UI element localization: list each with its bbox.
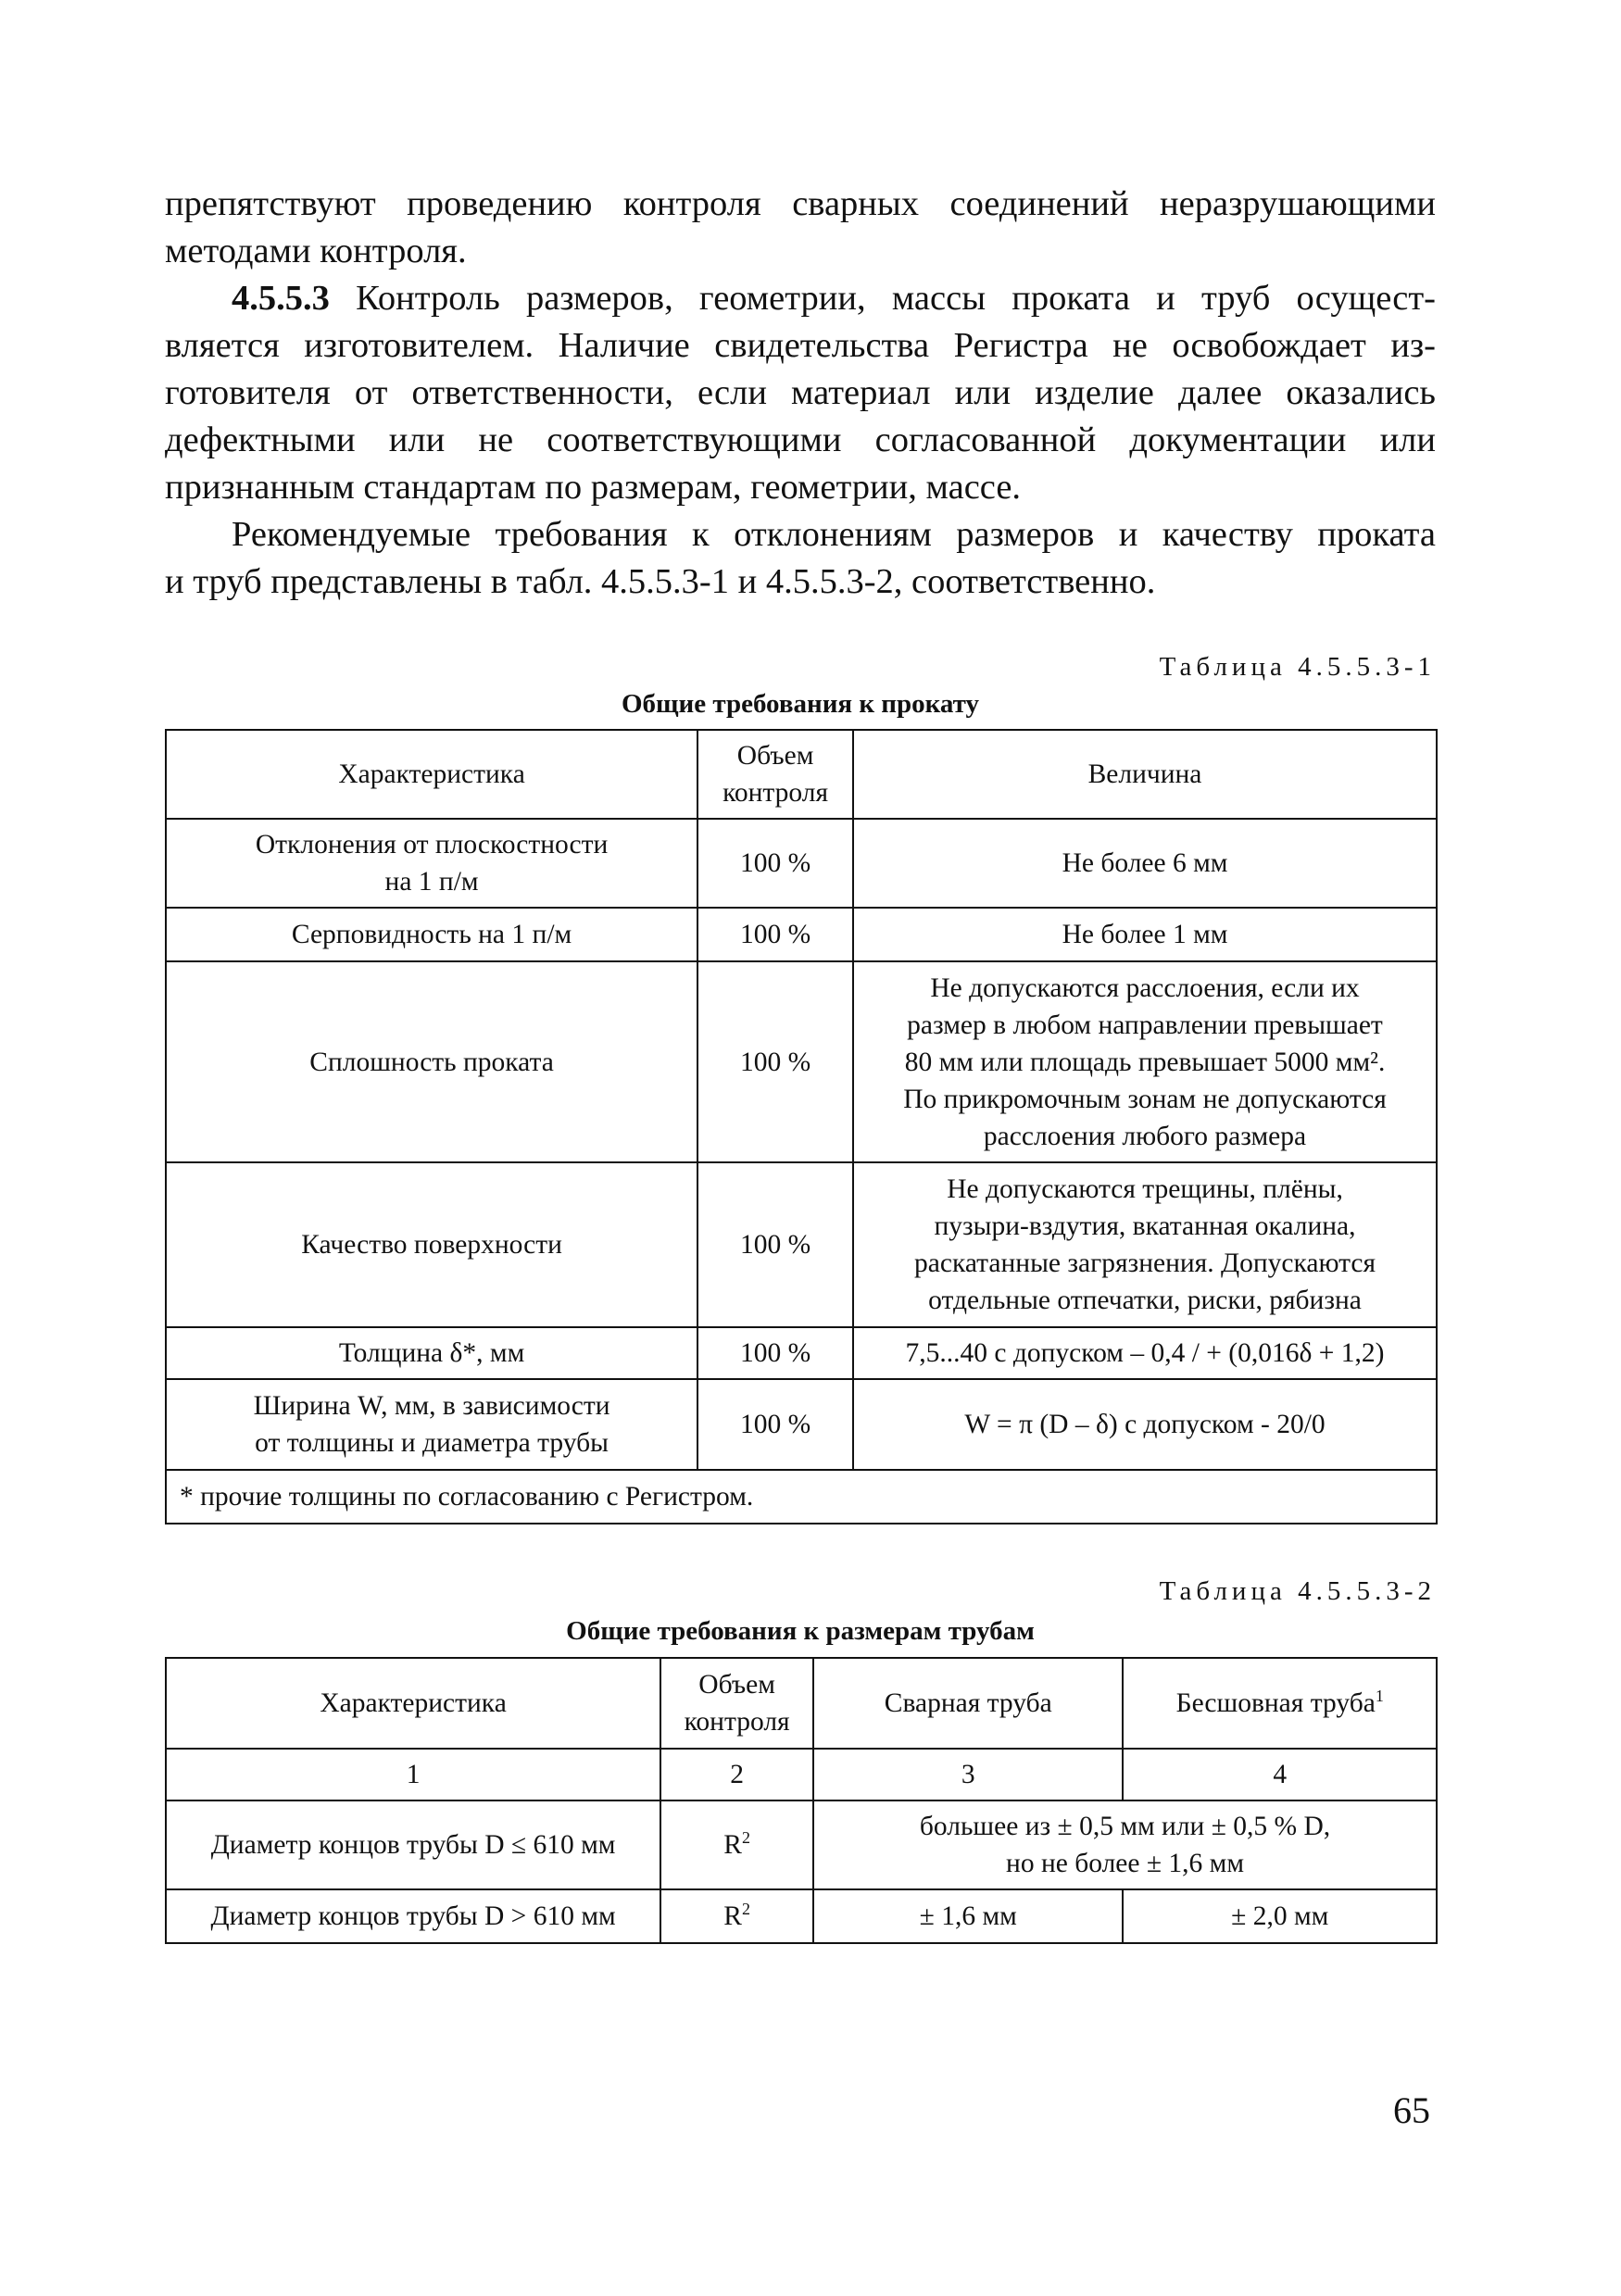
text-line: дефектными или не соответствующими согласованной документации или (165, 420, 1436, 459)
text-line: признанным стандартам по размерам, геометрии, массе. (165, 468, 1022, 507)
table2-title: Общие требования к размерам трубам (566, 1616, 1035, 1646)
table-cell: Ширина W, мм, в зависимости от толщины и диаметра трубы (166, 1379, 697, 1470)
table-cell: Отклонения от плоскостности на 1 п/м (166, 819, 697, 908)
header-cell: Величина (853, 730, 1437, 819)
text-line: готовителя от ответственности, если материал или изделие далее оказались (165, 373, 1436, 412)
table-cell: $R^2$ (660, 1800, 813, 1889)
table2 (165, 1657, 1438, 1944)
page-number: 65 (1393, 2089, 1430, 2131)
clause-number: 4.5.5.3 (232, 279, 330, 318)
table-row (166, 819, 1437, 908)
paragraph-recommendations (165, 511, 1436, 606)
paragraph-4-5-5-3 (165, 275, 1436, 511)
table-cell: Не допускаются трещины, плёны, пузыри-вздутия, вкатанная окалина, раскатанные загрязнения. Допускаются отдельные отпечатки, риски, рябизна (853, 1162, 1437, 1327)
table-cell: 100 % (697, 908, 853, 961)
table-cell: ± 1,6 мм (813, 1889, 1123, 1943)
table-header-row (166, 730, 1437, 819)
table-cell: 100 % (697, 961, 853, 1162)
table-cell: Диаметр концов трубы D ≤ 610 мм (166, 1800, 660, 1889)
header-cell: Сварная труба (813, 1658, 1123, 1749)
table2-caption: Таблица 4.5.5.3-2 (1159, 1576, 1436, 1606)
table-row (166, 1162, 1437, 1327)
table-cell: 100 % (697, 1162, 853, 1327)
table-cell: Толщина δ*, мм (166, 1327, 697, 1379)
text-line: и труб представлены в табл. 4.5.5.3-1 и 4.5.5.3-2, соответственно. (165, 562, 1156, 601)
header-cell: Объем контроля (697, 730, 853, 819)
table-row (166, 1379, 1437, 1470)
table-cell: 7,5...40 с допуском – 0,4 / + (0,016δ + 1,2) (853, 1327, 1437, 1379)
header-cell: Характеристика (166, 1658, 660, 1749)
header-cell: Характеристика (166, 730, 697, 819)
table-cell: Не допускаются расслоения, если их размер в любом направлении превышает 80 мм или площадь превышает 5000 мм². По прикромочным зонам не допускаются расслоения любого размера (853, 961, 1437, 1162)
table-row (166, 1889, 1437, 1943)
text-line (165, 275, 1436, 322)
column-number-row (166, 1749, 1437, 1800)
column-number: 3 (813, 1749, 1123, 1800)
table-footnote-row (166, 1470, 1437, 1524)
table-cell: 100 % (697, 819, 853, 908)
table-row (166, 1327, 1437, 1379)
table-cell: Качество поверхности (166, 1162, 697, 1327)
table1-caption: Таблица 4.5.5.3-1 (1159, 652, 1436, 682)
table-footnote: * прочие толщины по согласованию с Регистром. (166, 1470, 1437, 1524)
footnote-marker: 1 (1375, 1687, 1384, 1706)
header-cell: Бесшовная труба$^1$ (1123, 1658, 1437, 1749)
clause-text: Контроль размеров, геометрии, массы проката и труб осущест- (329, 279, 1436, 318)
table-row (166, 961, 1437, 1162)
column-number: 4 (1123, 1749, 1437, 1800)
table-cell: 100 % (697, 1327, 853, 1379)
table1 (165, 729, 1438, 1524)
table-row (166, 1800, 1437, 1889)
column-number: 2 (660, 1749, 813, 1800)
table-cell: Не более 6 мм (853, 819, 1437, 908)
table-cell: Диаметр концов трубы D > 610 мм (166, 1889, 660, 1943)
table-row (166, 908, 1437, 961)
table-cell: Не более 1 мм (853, 908, 1437, 961)
table-cell: Сплошность проката (166, 961, 697, 1162)
header-cell: Объем контроля (660, 1658, 813, 1749)
text-line: вляется изготовителем. Наличие свидетельства Регистра не освобождает из- (165, 326, 1436, 365)
table-cell: $R^2$ (660, 1889, 813, 1943)
table-cell: Серповидность на 1 п/м (166, 908, 697, 961)
table1-title: Общие требования к прокату (621, 689, 980, 719)
text-line: методами контроля. (165, 232, 467, 270)
paragraph-continuation (165, 181, 1436, 275)
table-header-row (166, 1658, 1437, 1749)
table-cell: 100 % (697, 1379, 853, 1470)
table-cell-merged: большее из ± 0,5 мм или ± 0,5 % D, но не более ± 1,6 мм (813, 1800, 1437, 1889)
text-line: препятствуют проведению контроля сварных соединений неразрушающими (165, 184, 1436, 223)
column-number: 1 (166, 1749, 660, 1800)
table-cell: ± 2,0 мм (1123, 1889, 1437, 1943)
table-cell: W = π (D – δ) с допуском - 20/0 (853, 1379, 1437, 1470)
text-line: Рекомендуемые требования к отклонениям размеров и качеству проката (232, 515, 1436, 554)
